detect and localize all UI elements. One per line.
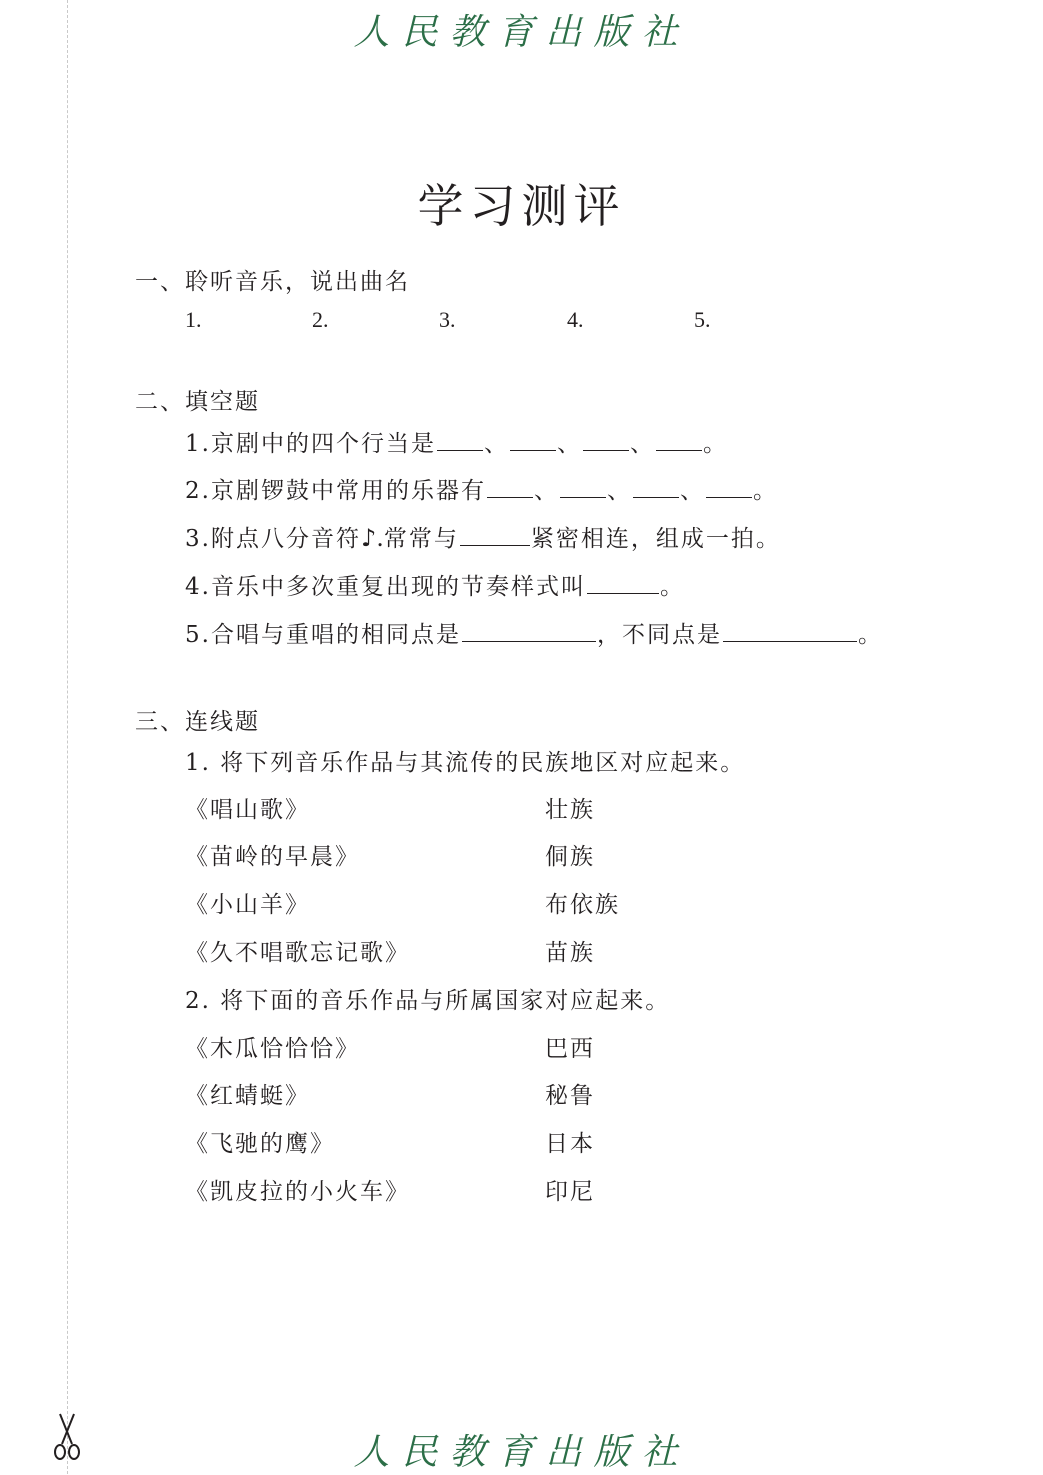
music-work[interactable]: 《唱山歌》 bbox=[185, 797, 310, 823]
answer-number: 4. bbox=[567, 307, 584, 332]
answer-blank[interactable] bbox=[583, 430, 629, 451]
period: 。 bbox=[659, 574, 685, 600]
period: 。 bbox=[857, 622, 883, 648]
answer-blank[interactable] bbox=[656, 430, 702, 451]
answer-blank[interactable] bbox=[587, 573, 659, 594]
period: 。 bbox=[752, 478, 778, 504]
question-text: 紧密相连，组成一拍。 bbox=[530, 526, 781, 552]
music-work[interactable]: 《苗岭的早晨》 bbox=[185, 844, 360, 870]
section-3-heading: 三、连线题 bbox=[135, 709, 260, 735]
answer-blank[interactable] bbox=[510, 430, 556, 451]
matching-instruction-1: 1. 将下列音乐作品与其流传的民族地区对应起来。 bbox=[185, 750, 746, 776]
answer-blank[interactable] bbox=[723, 621, 857, 642]
separator: 、 bbox=[483, 431, 509, 457]
music-work[interactable]: 《木瓜恰恰恰》 bbox=[185, 1036, 360, 1062]
ethnic-group[interactable]: 侗族 bbox=[545, 844, 595, 870]
answer-blank[interactable] bbox=[633, 477, 679, 498]
music-work[interactable]: 《飞驰的鹰》 bbox=[185, 1131, 335, 1157]
separator: 、 bbox=[679, 478, 705, 504]
fill-question-3 bbox=[185, 520, 781, 553]
country[interactable]: 日本 bbox=[545, 1131, 595, 1157]
country[interactable]: 印尼 bbox=[545, 1179, 595, 1205]
section-2-heading: 二、填空题 bbox=[135, 389, 260, 415]
ethnic-group[interactable]: 苗族 bbox=[545, 940, 595, 966]
separator: 、 bbox=[606, 478, 632, 504]
question-text: 5.合唱与重唱的相同点是 bbox=[185, 622, 461, 648]
answer-blank[interactable] bbox=[460, 525, 530, 546]
answer-blank[interactable] bbox=[706, 477, 752, 498]
answer-blank[interactable] bbox=[462, 621, 596, 642]
question-text: 1.京剧中的四个行当是 bbox=[185, 431, 436, 457]
answer-number: 3. bbox=[439, 307, 456, 332]
separator: 、 bbox=[556, 431, 582, 457]
fill-question-4 bbox=[185, 568, 685, 601]
music-work[interactable]: 《红蜻蜓》 bbox=[185, 1083, 310, 1109]
fill-question-5 bbox=[185, 616, 883, 649]
question-text: 3.附点八分音符 bbox=[185, 526, 361, 552]
answer-number: 1. bbox=[185, 307, 202, 332]
music-work[interactable]: 《凯皮拉的小火车》 bbox=[185, 1179, 410, 1205]
publisher-logo-top: 人民教育出版社 bbox=[353, 12, 690, 53]
question-text: 2.京剧锣鼓中常用的乐器有 bbox=[185, 478, 486, 504]
page-title: 学习测评 bbox=[417, 179, 626, 233]
separator: 、 bbox=[629, 431, 655, 457]
section-1-heading: 一、聆听音乐，说出曲名 bbox=[135, 269, 410, 295]
fill-question-1 bbox=[185, 425, 728, 458]
answer-blank[interactable] bbox=[437, 430, 483, 451]
music-work[interactable]: 《小山羊》 bbox=[185, 892, 310, 918]
matching-instruction-2: 2. 将下面的音乐作品与所属国家对应起来。 bbox=[185, 988, 671, 1014]
country[interactable]: 秘鲁 bbox=[545, 1083, 595, 1109]
question-text: ，不同点是 bbox=[596, 622, 722, 648]
ethnic-group[interactable]: 壮族 bbox=[545, 797, 595, 823]
dotted-eighth-note-icon: ♪. bbox=[360, 524, 384, 552]
answer-number: 5. bbox=[694, 307, 711, 332]
music-work[interactable]: 《久不唱歌忘记歌》 bbox=[185, 940, 410, 966]
answer-blank[interactable] bbox=[560, 477, 606, 498]
answer-blank[interactable] bbox=[487, 477, 533, 498]
separator: 、 bbox=[533, 478, 559, 504]
fill-question-2 bbox=[185, 472, 778, 505]
ethnic-group[interactable]: 布依族 bbox=[545, 892, 620, 918]
period: 。 bbox=[702, 431, 728, 457]
publisher-logo-bottom: 人民教育出版社 bbox=[353, 1432, 690, 1473]
answer-number: 2. bbox=[312, 307, 329, 332]
question-text: 常常与 bbox=[383, 526, 459, 552]
country[interactable]: 巴西 bbox=[545, 1036, 595, 1062]
question-text: 4.音乐中多次重复出现的节奏样式叫 bbox=[185, 574, 586, 600]
